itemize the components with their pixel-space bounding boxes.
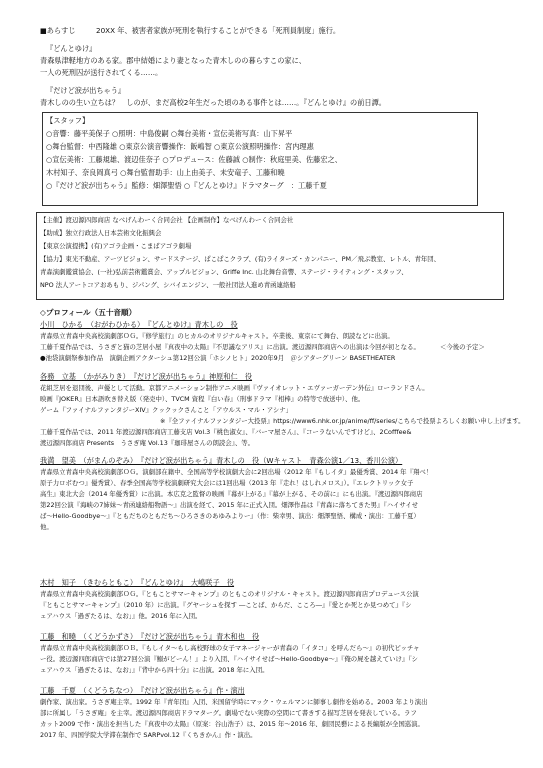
member-line: 2017 年、四国学院大学滞在制作で SARPvol.12『くちきかん』作・演出。 [40,731,257,739]
staff-line: ○『だけど涙が出ちゃう』監修：畑澤聖悟 ○『どんとゆけ』ドラマターグ ：工藤千夏 [46,181,327,190]
member-header: 各務 立基 （かがみりき） 『だけど涙が出ちゃう』神原和仁 役 [40,372,253,381]
credit-line: 【助成】独立行政法人日本芸術文化振興会 [40,229,162,237]
member-line: 渡辺源四郎商店 Presents うさぎ庵 Vol.13『珈琲屋さんの朗読会』、等。 [40,439,255,447]
credit-line: NPO 法人アートコアおあもり、ジパング、シバイエンジン、一般社団法人進め青函連絡船 [40,281,296,289]
member-line: 劇作家、演出家。うさぎ庵主宰。1992 年『青年団』入団、米国留学時にマック・ウェルマンに師事し劇作を始める。2003 年より演出 [40,698,428,706]
staff-line: ○宣伝美術：工藤規雄、渡辺佳奈子 ○プロデュース：佐藤誠 ○制作：秋庭里美、佐藤宏之、 [46,155,342,164]
member-line: 花組芝居を退団後、声優として活動。京都アニメーション制作アニメ映画『ヴァイオレット・エヴァーガーデン外伝』ローランドさん。 [40,384,429,392]
profile-heading: ◇プロフィール（五十音順） [40,308,137,317]
synopsis-label: ■あらすじ [40,26,76,35]
member-line: ー役。渡辺源四郎商店では第27回公演『鰯がどーん！』より入団、『ハイサイせば〜Hello-Goodbye〜』『俺の屍を越えていけ』『シ [40,655,418,663]
member-header: 工藤 和曉 （くどうかずさ） 『だけど涙が出ちゃう』青木和也 役 [40,632,260,641]
member-line: ェアハウス「過ぎたるは、なお」』『背中から四十分』に出演。2018 年に入団。 [40,666,269,674]
staff-line: ○音響：藤平美保子 ○照明：中島俊嗣 ○舞台美術・宣伝美術写真：山下昇平 [46,129,293,138]
member-header: 工藤 千夏 （くどうちなつ） 『だけど涙が出ちゃう』作・演出 [40,686,245,695]
member-line: カット2009 で作・演出を担当した『真夜中の太陽』（原案：谷山浩子）は、2015 年〜2016 年、劇団民藝による長編版が全国巡演。 [40,720,424,728]
member-line: 第22回公演『海峡の7姉妹〜青函連絡船物語〜』出演を経て、2015 年に正式入団。畑澤作品は『青森に落ちてきた男』『ハイサイせ [40,501,419,509]
member-line: 青森県立青森中央高校演劇部ＯＧ。演劇部在籍中、全国高等学校演劇大会に2回出場（2012 年『もしイタ』最優秀賞、2014 年『翔べ！ [40,468,433,476]
member-line: 青森県立青森中央高校演劇部ＯＧ。『修学旅行』のヒカルのオリジナルキャスト。卒業後、東京にて舞台、朗読などに出演。 [40,332,394,340]
member-line: 原子力ロボむつ』優秀賞）、春季全国高等学校演劇研究大会には1回出場（2013 年『走れ！はしれメロス』）。『エレクトリック女子 [40,479,414,487]
staff-line: ○舞台監督：中西隆雄 ○東京公演音響操作：飯嶋智 ○東京公演照明操作：宮内理惠 [46,142,314,151]
member-line: ェアハウス「過ぎたるは、なお」』他。2016 年に入団。 [40,612,202,620]
member-line: ※『全ファイナルファンタジー大投票』https://www6.nhk.or.jp/anime/ff/series/こちらで投票よろしくお願い申し上げます。 [160,417,525,425]
member-line: 高生』東北大会（2014 年優秀賞）に出演。本広克之監督の映画『幕が上がる』『幕が上がる、その前に』にも出演。『渡辺源四郎商店 [40,490,423,498]
play1-title: 『どんとゆけ』 [46,44,97,53]
member-line: ●池袋演劇祭参加作品 演劇企画アクターシュ第12回公演「ホシノヒト」2020年9月 ＠シアターグリーン BASETHEATER [40,354,396,362]
member-line: 部に所属し「うさぎ庵」を主宰。渡辺源四郎商店ドラマターグ。劇場でない実際の空間にて書きする描写芝居を発表している。ラフ [40,709,417,717]
play2-line: 青木しのの生い立ちは？ しのが、まだ高校2年生だった頃のある事件とは……。『どんとゆけ』の前日譚。 [40,98,386,107]
member-header: 木村 知子 （きむらともこ） 『どんとゆけ』 大嶋咲子 役 [40,578,235,587]
staff-title: 【スタッフ】 [46,116,90,125]
member-line: 青森県立青森中央高校演劇部ＯＧ。『ともことサマーキャンプ』のともこのオリジナル・キャスト。渡辺源四郎商店プロデュース公演 [40,590,419,598]
staff-line: 木村知子、奈良岡真弓 ○舞台監督助手：山上由美子、未安竜子、工藤和曉 [46,168,285,177]
member-header: 我満 望美 （がまんのぞみ） 『だけど涙が出ちゃう』青木しの 役（Wキャスト 青森公演1／13、香川公演） [40,456,403,465]
member-header: 小川 ひかる （おがわひかる） 『どんとゆけ』青木しの 役 [40,320,238,329]
upcoming-label: ＜今後の予定＞ [440,343,485,351]
play1-line: 一人の死刑囚が送行されてくる……。 [40,68,163,77]
member-line: ば〜Hello-Goodbye〜』『ともだちのともだち〜ひろさきのあゆみよりー』（作：柴幸男、演出：畑澤聖悟、構成・演出：工藤千夏） [40,512,420,520]
member-line: 工藤千夏作品では、2011 年渡辺源四郎商店工藤支店 Vol.3『桃色淑女』、『バーマ屋さん』、『コーラないんですけど』、2Cofffee& [40,428,412,436]
credit-line: 青森演劇鑑賞協会、(一社)弘前芸術鑑賞会、アップルビジョン、Griffe Inc. 山北舞台音響、ステージ・ライティング・スタッフ、 [40,268,408,276]
member-line: 他。 [40,523,53,531]
play2-title: 『だけど涙が出ちゃう』 [46,86,126,95]
credit-line: 【協力】東光不動産、アーツビジョン、サードステージ、ぱこぱこクラブ、(有)ライターズ・カンパニー、PM／飛ぶ教室、レトル、青年団、 [40,255,441,263]
member-line: 映画『JOKER』日本語吹き替え版（発売中）、TVCM 資程『白い春』（刑事ドラマ『相棒』の特等で放送中）、他。 [40,395,365,403]
member-line: 青森県立青森中央高校演劇部ＯＢ。『もしイタ〜もし高校野球の女子マネージャーが青森の「イタコ」を呼んだら〜』の初代ピッチャ [40,644,420,652]
synopsis-summary: 20XX 年、被害者家族が死刑を執行することができる「死刑員制度」施行。 [96,26,341,35]
credit-line: 【主催】渡辺源四郎商店 なべげんわーく合同会社 【企画制作】なべげんわーく合同会社 [40,216,294,224]
member-line: ゲーム『ファイナルファンタジーXIV』クックックさんこと「アウルス・マル・アシナ」 [40,406,293,414]
credit-line: 【東京公演提携】(有)アゴラ企画・こまばアゴラ劇場 [40,242,192,250]
play1-line: 青森県津軽地方のある家。郡中結婚により妻となった青木しのの暮らすこの家に、 [40,56,306,65]
member-line: 工藤千夏作品では、うさぎと猫の芝居小屋『真夜中の太陽』『不思議なアリス』に出演。渡辺源四郎商店への出演は今回が初となる。 [40,343,420,351]
member-line: 『ともことサマーキャンプ』（2010 年）に出演。『グヤーシュを探す ―ことば、からだ、こころ―』『愛とか死とか見つめて』『シ [40,601,412,609]
